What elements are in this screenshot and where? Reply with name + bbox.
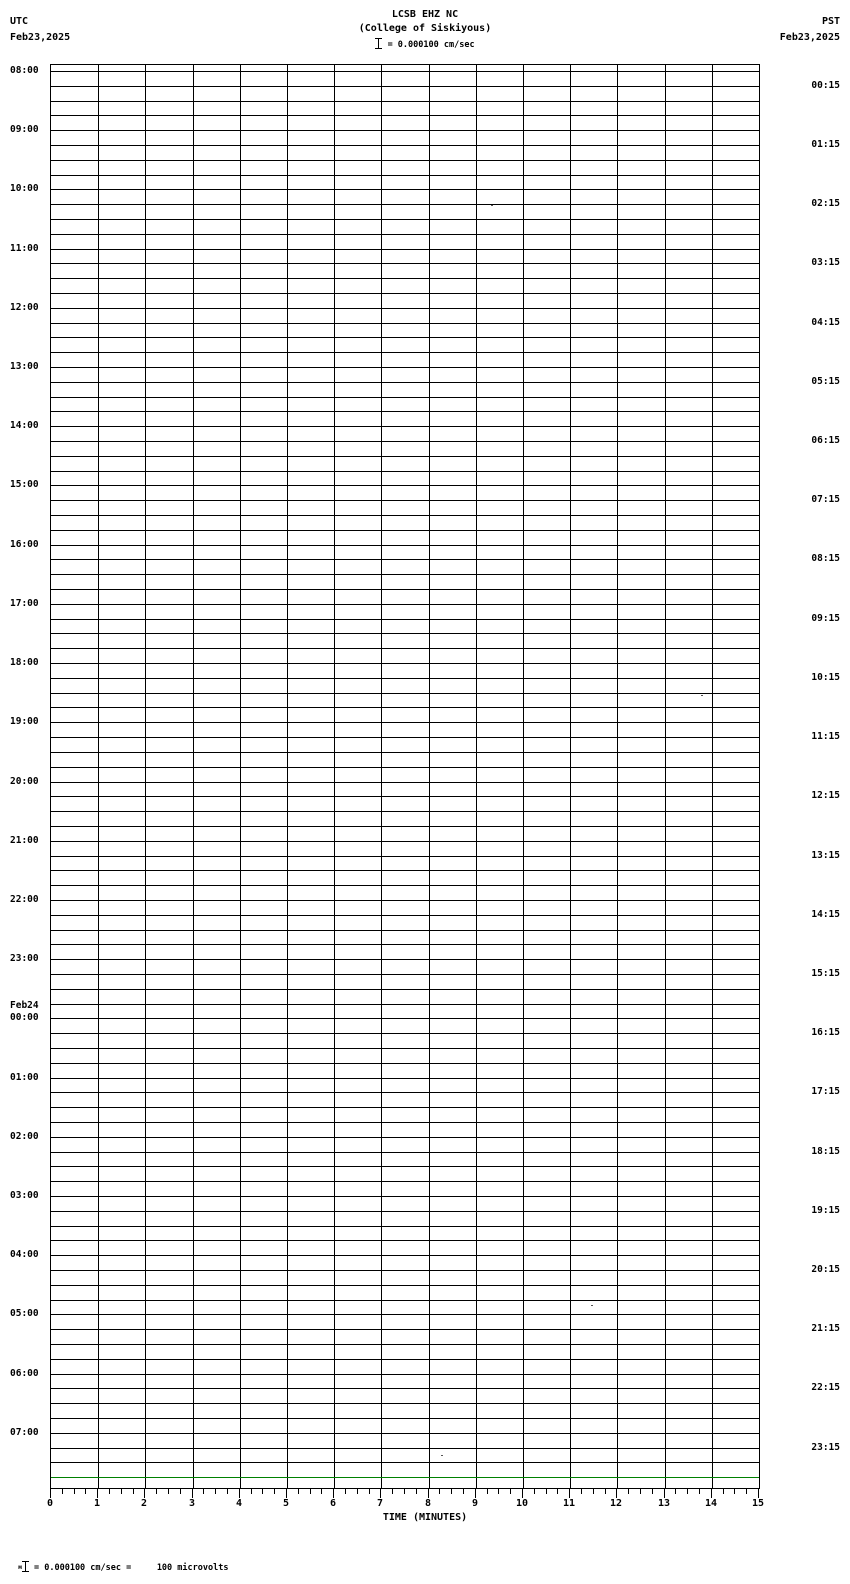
header-right-zone: PST — [821, 16, 840, 27]
hour-label-pst: 06:15 — [811, 435, 840, 446]
chart-title-block — [0, 8, 850, 36]
trace-line — [51, 693, 759, 694]
trace-line — [51, 1418, 759, 1419]
trace-line — [51, 1196, 759, 1197]
axis-tick-minor — [121, 1489, 122, 1494]
hour-label-pst: 00:15 — [811, 80, 840, 91]
day-change-label: Feb24 — [10, 1000, 39, 1011]
trace-line — [51, 485, 759, 486]
trace-line — [51, 1181, 759, 1182]
axis-tick-minor — [369, 1489, 370, 1494]
axis-tick-minor — [298, 1489, 299, 1494]
helicorder-plot-area — [50, 64, 760, 1489]
axis-tick-label: 2 — [140, 1498, 148, 1509]
axis-tick-minor — [498, 1489, 499, 1494]
axis-tick-minor — [628, 1489, 629, 1494]
trace-line — [51, 707, 759, 708]
hour-label-utc: 19:00 — [10, 716, 39, 727]
trace-line — [51, 1018, 759, 1019]
trace-line — [51, 1329, 759, 1330]
station-subtitle: (College of Siskiyous) — [358, 23, 492, 34]
trace-line — [51, 811, 759, 812]
hour-label-utc: 08:00 — [10, 65, 39, 76]
time-axis — [46, 1489, 765, 1511]
trace-line — [51, 71, 759, 72]
trace-line — [51, 515, 759, 516]
axis-tick-major — [616, 1489, 617, 1498]
trace-line — [51, 115, 759, 116]
trace-line — [51, 589, 759, 590]
axis-tick-minor — [652, 1489, 653, 1494]
axis-tick-minor — [168, 1489, 169, 1494]
axis-tick-minor — [746, 1489, 747, 1494]
trace-line — [51, 323, 759, 324]
axis-tick-label: 1 — [93, 1498, 101, 1509]
trace-line — [51, 219, 759, 220]
hour-label-pst: 03:15 — [811, 257, 840, 268]
axis-title: TIME (MINUTES) — [382, 1512, 468, 1523]
axis-tick-minor — [546, 1489, 547, 1494]
trace-line — [51, 1166, 759, 1167]
axis-tick-minor — [345, 1489, 346, 1494]
trace-line — [51, 959, 759, 960]
axis-tick-minor — [357, 1489, 358, 1494]
trace-line — [51, 900, 759, 901]
hour-label-pst: 10:15 — [811, 672, 840, 683]
hour-label-utc: 03:00 — [10, 1190, 39, 1201]
hour-label-pst: 23:15 — [811, 1442, 840, 1453]
trace-noise-speck — [491, 205, 493, 206]
hour-label-utc: 22:00 — [10, 894, 39, 905]
axis-tick-minor — [74, 1489, 75, 1494]
axis-tick-minor — [675, 1489, 676, 1494]
hour-label-utc: 07:00 — [10, 1427, 39, 1438]
trace-line — [51, 145, 759, 146]
hour-label-utc: 23:00 — [10, 953, 39, 964]
trace-line — [51, 367, 759, 368]
axis-tick-major — [380, 1489, 381, 1498]
trace-line — [51, 1211, 759, 1212]
trace-line — [51, 411, 759, 412]
trace-line — [51, 1374, 759, 1375]
trace-line — [51, 1477, 759, 1478]
axis-tick-minor — [85, 1489, 86, 1494]
trace-line — [51, 767, 759, 768]
axis-tick-minor — [734, 1489, 735, 1494]
hour-label-pst: 13:15 — [811, 850, 840, 861]
trace-line — [51, 352, 759, 353]
trace-line — [51, 441, 759, 442]
axis-tick-label: 14 — [704, 1498, 718, 1509]
axis-tick-minor — [510, 1489, 511, 1494]
axis-tick-minor — [463, 1489, 464, 1494]
trace-line — [51, 160, 759, 161]
trace-line — [51, 574, 759, 575]
hour-label-utc: 13:00 — [10, 361, 39, 372]
scale-bar-icon — [375, 38, 382, 49]
axis-tick-major — [50, 1489, 51, 1498]
hour-label-pst: 16:15 — [811, 1027, 840, 1038]
axis-tick-minor — [640, 1489, 641, 1494]
axis-tick-label: 13 — [657, 1498, 671, 1509]
axis-tick-label: 10 — [515, 1498, 529, 1509]
trace-line — [51, 308, 759, 309]
axis-tick-minor — [310, 1489, 311, 1494]
trace-line — [51, 530, 759, 531]
axis-tick-major — [428, 1489, 429, 1498]
trace-line — [51, 1388, 759, 1389]
header-right-date: Feb23,2025 — [779, 32, 840, 43]
axis-tick-major — [239, 1489, 240, 1498]
axis-tick-minor — [487, 1489, 488, 1494]
trace-line — [51, 663, 759, 664]
axis-tick-minor — [180, 1489, 181, 1494]
trace-line — [51, 101, 759, 102]
trace-line — [51, 189, 759, 190]
trace-line — [51, 1255, 759, 1256]
trace-line — [51, 263, 759, 264]
trace-line — [51, 1240, 759, 1241]
axis-tick-minor — [439, 1489, 440, 1494]
hour-label-pst: 19:15 — [811, 1205, 840, 1216]
footer-scale-note — [8, 1551, 228, 1573]
axis-tick-label: 7 — [376, 1498, 384, 1509]
trace-noise-speck — [591, 1305, 593, 1306]
axis-tick-major — [569, 1489, 570, 1498]
trace-line — [51, 1092, 759, 1093]
trace-line — [51, 885, 759, 886]
trace-noise-speck — [701, 695, 703, 696]
trace-line — [51, 1226, 759, 1227]
trace-line — [51, 1107, 759, 1108]
station-title: LCSB EHZ NC — [391, 9, 459, 20]
hour-label-utc: 06:00 — [10, 1368, 39, 1379]
axis-tick-minor — [699, 1489, 700, 1494]
axis-tick-minor — [321, 1489, 322, 1494]
hour-label-pst: 05:15 — [811, 376, 840, 387]
trace-line — [51, 1433, 759, 1434]
trace-line — [51, 722, 759, 723]
trace-line — [51, 559, 759, 560]
trace-line — [51, 648, 759, 649]
axis-tick-major — [286, 1489, 287, 1498]
trace-line — [51, 471, 759, 472]
hour-label-pst: 12:15 — [811, 790, 840, 801]
axis-tick-minor — [593, 1489, 594, 1494]
trace-line — [51, 1048, 759, 1049]
hour-label-pst: 18:15 — [811, 1146, 840, 1157]
scale-reference — [0, 38, 850, 50]
axis-tick-minor — [451, 1489, 452, 1494]
axis-tick-label: 12 — [609, 1498, 623, 1509]
trace-line — [51, 856, 759, 857]
axis-tick-minor — [723, 1489, 724, 1494]
hour-label-utc: 05:00 — [10, 1308, 39, 1319]
trace-line — [51, 1063, 759, 1064]
axis-tick-label: 5 — [282, 1498, 290, 1509]
trace-line — [51, 175, 759, 176]
trace-line — [51, 826, 759, 827]
trace-line — [51, 86, 759, 87]
trace-line — [51, 944, 759, 945]
hour-label-pst: 04:15 — [811, 317, 840, 328]
trace-line — [51, 1462, 759, 1463]
trace-line — [51, 1270, 759, 1271]
trace-line — [51, 278, 759, 279]
footer-scale-text: = 0.000100 cm/sec = 100 microvolts — [34, 1563, 229, 1573]
trace-line — [51, 234, 759, 235]
header-left-zone: UTC — [10, 16, 29, 27]
trace-line — [51, 249, 759, 250]
trace-line — [51, 1359, 759, 1360]
trace-line — [51, 426, 759, 427]
hour-label-utc: 01:00 — [10, 1072, 39, 1083]
axis-tick-major — [475, 1489, 476, 1498]
hour-label-pst: 09:15 — [811, 613, 840, 624]
axis-tick-minor — [274, 1489, 275, 1494]
scale-reference-text: = 0.000100 cm/sec — [387, 40, 475, 50]
trace-line — [51, 1300, 759, 1301]
axis-tick-minor — [133, 1489, 134, 1494]
trace-line — [51, 633, 759, 634]
trace-line — [51, 337, 759, 338]
axis-tick-minor — [156, 1489, 157, 1494]
trace-line — [51, 619, 759, 620]
hour-label-pst: 08:15 — [811, 553, 840, 564]
hour-label-pst: 14:15 — [811, 909, 840, 920]
axis-tick-major — [333, 1489, 334, 1498]
trace-line — [51, 678, 759, 679]
axis-tick-major — [664, 1489, 665, 1498]
trace-line — [51, 545, 759, 546]
axis-tick-label: 3 — [188, 1498, 196, 1509]
trace-line — [51, 397, 759, 398]
trace-line — [51, 989, 759, 990]
trace-line — [51, 382, 759, 383]
hour-label-pst: 11:15 — [811, 731, 840, 742]
hour-label-utc: 21:00 — [10, 835, 39, 846]
hour-label-pst: 07:15 — [811, 494, 840, 505]
hour-label-pst: 20:15 — [811, 1264, 840, 1275]
trace-line — [51, 130, 759, 131]
trace-line — [51, 1152, 759, 1153]
axis-tick-label: 15 — [751, 1498, 765, 1509]
axis-tick-minor — [203, 1489, 204, 1494]
hour-label-utc: 14:00 — [10, 420, 39, 431]
trace-line — [51, 1285, 759, 1286]
trace-line — [51, 1004, 759, 1005]
footer-prefix: м — [18, 1564, 22, 1571]
trace-line — [51, 796, 759, 797]
hour-label-utc: 17:00 — [10, 598, 39, 609]
axis-tick-major — [522, 1489, 523, 1498]
hour-label-utc: 18:00 — [10, 657, 39, 668]
hour-label-utc: 15:00 — [10, 479, 39, 490]
trace-line — [51, 1078, 759, 1079]
trace-line — [51, 737, 759, 738]
axis-tick-label: 11 — [562, 1498, 576, 1509]
hour-label-utc: 16:00 — [10, 539, 39, 550]
axis-tick-major — [758, 1489, 759, 1498]
axis-tick-label: 9 — [471, 1498, 479, 1509]
trace-line — [51, 870, 759, 871]
axis-tick-minor — [404, 1489, 405, 1494]
trace-line — [51, 930, 759, 931]
axis-tick-label: 6 — [329, 1498, 337, 1509]
trace-line — [51, 782, 759, 783]
hour-label-utc: 10:00 — [10, 183, 39, 194]
axis-tick-major — [192, 1489, 193, 1498]
axis-tick-minor — [262, 1489, 263, 1494]
hour-label-utc: 02:00 — [10, 1131, 39, 1142]
trace-line — [51, 1122, 759, 1123]
trace-line — [51, 915, 759, 916]
trace-line — [51, 974, 759, 975]
hour-label-utc: 20:00 — [10, 776, 39, 787]
trace-line — [51, 1344, 759, 1345]
trace-line — [51, 604, 759, 605]
axis-tick-minor — [687, 1489, 688, 1494]
footer-scale-bar-icon — [22, 1561, 29, 1572]
hour-label-utc: 12:00 — [10, 302, 39, 313]
axis-tick-minor — [581, 1489, 582, 1494]
hour-label-pst: 17:15 — [811, 1086, 840, 1097]
axis-tick-minor — [416, 1489, 417, 1494]
hour-label-pst: 01:15 — [811, 139, 840, 150]
hour-label-utc: 09:00 — [10, 124, 39, 135]
trace-line — [51, 293, 759, 294]
hour-label-pst: 22:15 — [811, 1382, 840, 1393]
axis-tick-major — [97, 1489, 98, 1498]
trace-line — [51, 1137, 759, 1138]
trace-line — [51, 456, 759, 457]
hour-label-utc: 00:00 — [10, 1012, 39, 1023]
trace-line — [51, 204, 759, 205]
axis-tick-minor — [534, 1489, 535, 1494]
axis-tick-label: 8 — [424, 1498, 432, 1509]
hour-label-pst: 21:15 — [811, 1323, 840, 1334]
trace-line — [51, 1448, 759, 1449]
axis-tick-minor — [392, 1489, 393, 1494]
axis-tick-label: 4 — [235, 1498, 243, 1509]
hour-label-pst: 15:15 — [811, 968, 840, 979]
axis-tick-label: 0 — [46, 1498, 54, 1509]
trace-line — [51, 1033, 759, 1034]
header-left-date: Feb23,2025 — [10, 32, 71, 43]
trace-line — [51, 1403, 759, 1404]
trace-line — [51, 752, 759, 753]
axis-tick-minor — [109, 1489, 110, 1494]
axis-tick-minor — [62, 1489, 63, 1494]
axis-tick-minor — [227, 1489, 228, 1494]
hour-label-pst: 02:15 — [811, 198, 840, 209]
axis-tick-minor — [557, 1489, 558, 1494]
hour-label-utc: 04:00 — [10, 1249, 39, 1260]
axis-tick-minor — [605, 1489, 606, 1494]
trace-noise-speck — [441, 1455, 443, 1456]
axis-tick-minor — [215, 1489, 216, 1494]
axis-tick-major — [144, 1489, 145, 1498]
axis-tick-minor — [251, 1489, 252, 1494]
trace-line — [51, 841, 759, 842]
trace-line — [51, 1314, 759, 1315]
trace-line — [51, 500, 759, 501]
axis-tick-major — [711, 1489, 712, 1498]
hour-label-utc: 11:00 — [10, 243, 39, 254]
